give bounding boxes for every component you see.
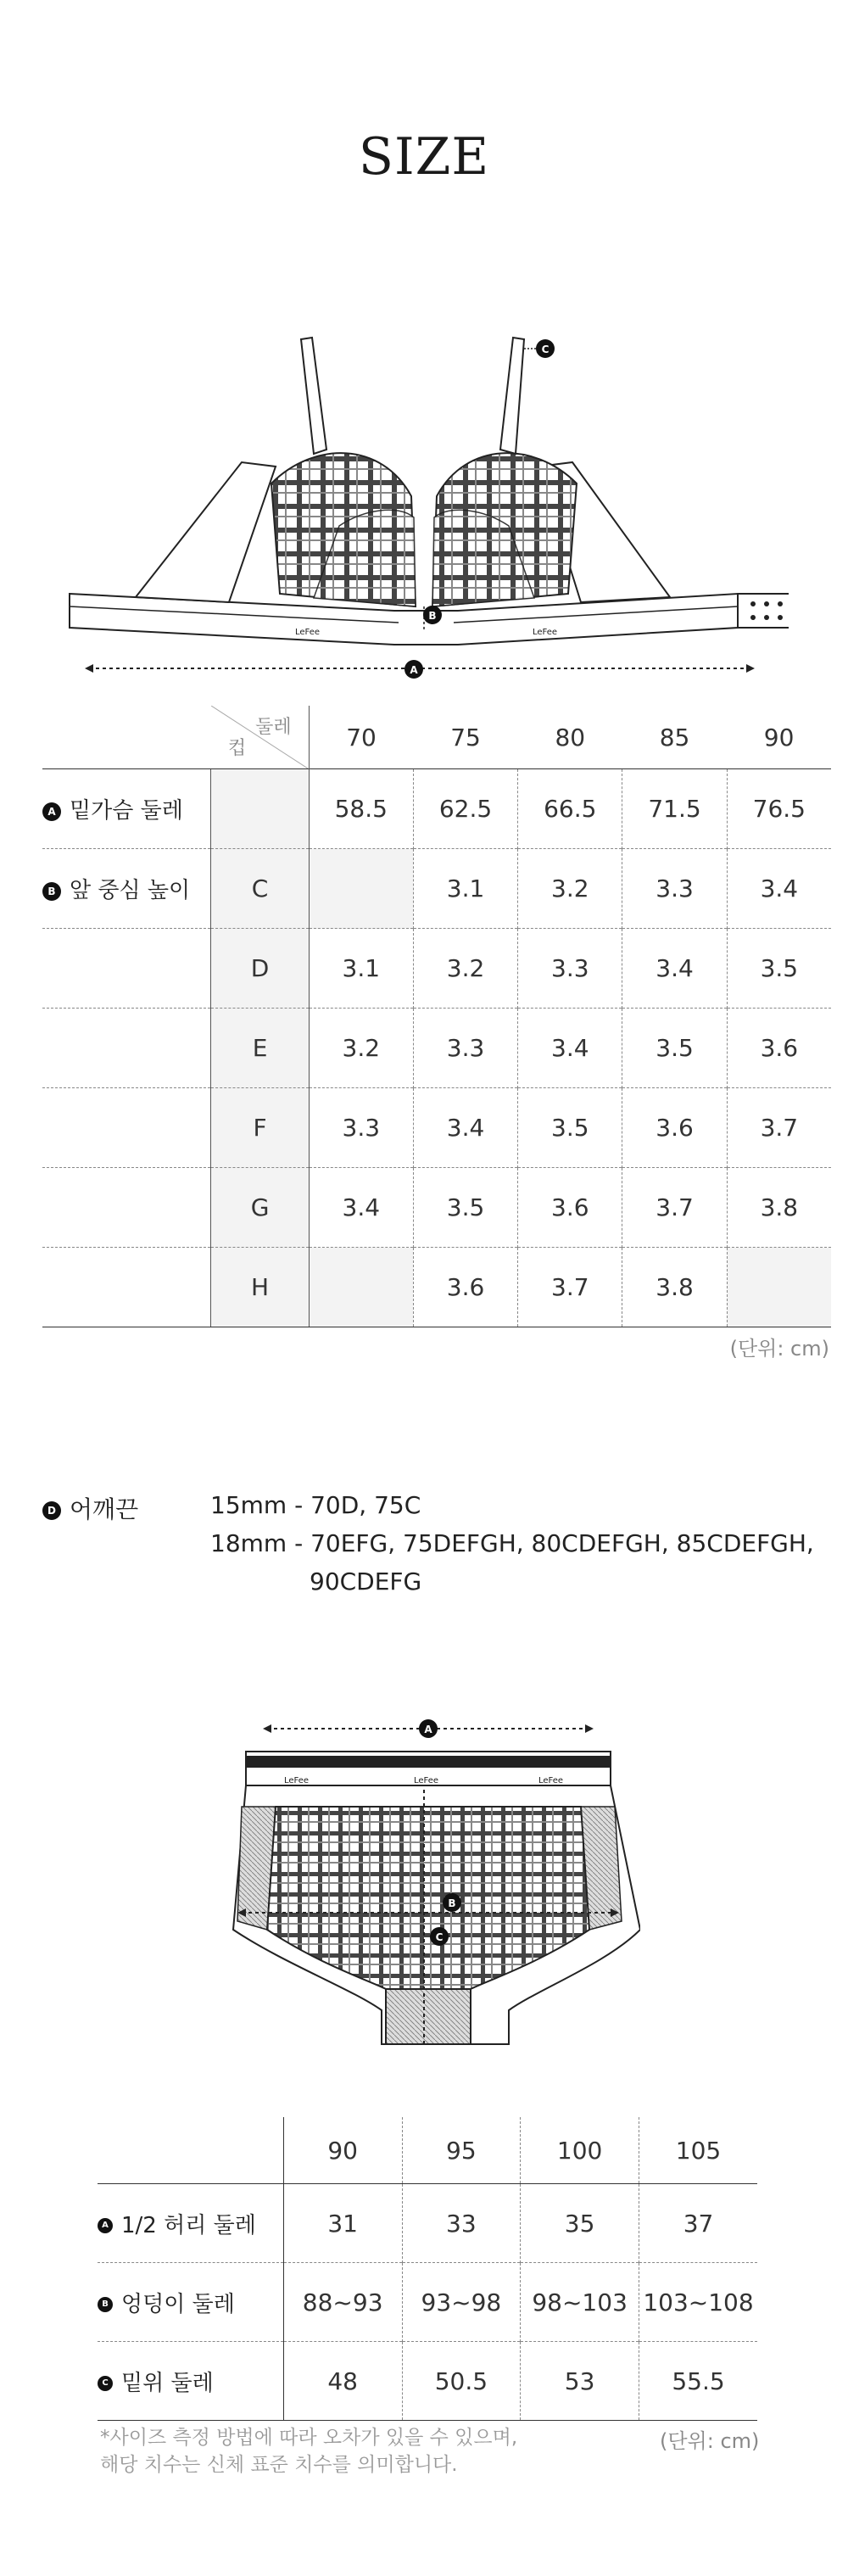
panty-mark-c: C <box>435 1931 444 1943</box>
table-cell: 3.5 <box>727 929 831 1009</box>
panty-unit-label: (단위: cm) <box>660 2429 760 2453</box>
table-cell: 3.1 <box>309 929 413 1009</box>
table-cell: 37 <box>639 2184 757 2263</box>
measurement-note <box>100 2424 517 2478</box>
table-cell: 71.5 <box>622 769 727 849</box>
table-cell: 3.7 <box>727 1088 831 1168</box>
table-cell: 3.1 <box>413 849 517 929</box>
note-line-1: *사이즈 측정 방법에 따라 오차가 있을 수 있으며, <box>100 2427 518 2449</box>
table-row <box>98 2342 757 2421</box>
badge-b: B <box>42 882 61 901</box>
table-cell: 58.5 <box>309 769 413 849</box>
panty-mark-b: B <box>448 1897 456 1909</box>
table-cell: 3.5 <box>622 1009 727 1088</box>
table-row <box>98 2184 757 2263</box>
table-row <box>42 1248 831 1327</box>
table-cell: 3.4 <box>622 929 727 1009</box>
panty-diagram <box>216 1709 640 2048</box>
table-row <box>98 2263 757 2342</box>
cup-label: H <box>211 1248 309 1327</box>
waist-label: 1/2 허리 둘레 <box>121 2212 256 2238</box>
band-size: 75 <box>450 723 481 752</box>
table-cell: 53 <box>521 2342 639 2421</box>
strap-label: 어깨끈 <box>70 1495 139 1523</box>
strap-line-3: 90CDEFG <box>310 1567 422 1595</box>
note-line-2: 해당 치수는 신체 표준 치수를 의미합니다. <box>100 2454 458 2476</box>
panty-header-row <box>98 2117 757 2184</box>
band-cup-header <box>211 706 309 769</box>
cup-label: D <box>211 929 309 1009</box>
bra-mark-c: C <box>541 344 550 355</box>
table-row <box>42 929 831 1009</box>
table-cell: 3.3 <box>518 929 622 1009</box>
bra-diagram <box>59 314 789 687</box>
table-cell: 3.5 <box>413 1168 517 1248</box>
table-row <box>42 1168 831 1248</box>
bra-size-table <box>42 706 831 1327</box>
panty-mark-a: A <box>424 1724 432 1735</box>
table-cell: 62.5 <box>413 769 517 849</box>
rise-label: 밑위 둘레 <box>121 2370 214 2396</box>
table-cell: 3.7 <box>622 1168 727 1248</box>
cup-label: F <box>211 1088 309 1168</box>
table-cell: 3.3 <box>309 1088 413 1168</box>
table-row <box>42 1088 831 1168</box>
table-row <box>42 849 831 929</box>
page-title: SIZE <box>358 127 490 187</box>
table-cell: 3.8 <box>622 1248 727 1327</box>
table-cell: 31 <box>283 2184 402 2263</box>
underbust-label: 밑가슴 둘레 <box>70 798 183 824</box>
table-cell: 33 <box>402 2184 521 2263</box>
panty-size: 90 <box>283 2117 402 2184</box>
center-height-label: 앞 중심 높이 <box>70 878 191 903</box>
bra-brand-right: LeFee <box>533 628 558 637</box>
table-cell <box>309 1248 413 1327</box>
table-cell: 3.6 <box>413 1248 517 1327</box>
table-cell: 3.6 <box>727 1009 831 1088</box>
badge-d: D <box>42 1501 61 1520</box>
band-size: 85 <box>659 723 690 752</box>
panty-size-table <box>98 2117 757 2421</box>
cup-label: G <box>211 1168 309 1248</box>
table-cell: 55.5 <box>639 2342 757 2421</box>
strap-line-1: 15mm - 70D, 75C <box>210 1491 421 1519</box>
bra-brand-left: LeFee <box>295 628 321 637</box>
table-cell: 3.6 <box>622 1088 727 1168</box>
table-row <box>42 1009 831 1088</box>
band-size: 90 <box>763 723 795 752</box>
badge-b: B <box>98 2297 113 2312</box>
table-cell: 3.2 <box>518 849 622 929</box>
panty-brand-center: LeFee <box>414 1776 439 1785</box>
panty-brand-right: LeFee <box>538 1776 564 1785</box>
band-header-label: 둘레 <box>255 717 292 738</box>
table-cell: 3.3 <box>622 849 727 929</box>
table-cell: 3.4 <box>727 849 831 929</box>
cup-label: C <box>211 849 309 929</box>
table-cell: 48 <box>283 2342 402 2421</box>
panty-size: 105 <box>639 2117 757 2184</box>
cup-header-label: 컵 <box>227 738 247 759</box>
strap-line-2: 18mm - 70EFG, 75DEFGH, 80CDEFGH, 85CDEFGH, <box>210 1529 814 1557</box>
panty-size: 100 <box>521 2117 639 2184</box>
table-cell: 3.2 <box>309 1009 413 1088</box>
underbust-row <box>42 769 831 849</box>
table-cell: 3.3 <box>413 1009 517 1088</box>
table-cell: 3.4 <box>413 1088 517 1168</box>
bra-mark-b: B <box>428 610 437 622</box>
table-cell: 3.8 <box>727 1168 831 1248</box>
hip-label: 엉덩이 둘레 <box>121 2291 235 2317</box>
strap-section <box>42 1491 138 1525</box>
badge-a: A <box>42 802 61 821</box>
panty-brand-left: LeFee <box>284 1776 310 1785</box>
table-cell: 35 <box>521 2184 639 2263</box>
table-cell: 3.7 <box>518 1248 622 1327</box>
table-cell: 93~98 <box>402 2263 521 2342</box>
table-cell: 98~103 <box>521 2263 639 2342</box>
band-size: 80 <box>555 723 586 752</box>
badge-c: C <box>98 2376 113 2391</box>
table-cell <box>309 849 413 929</box>
table-cell: 3.5 <box>518 1088 622 1168</box>
table-cell: 3.6 <box>518 1168 622 1248</box>
table-cell: 103~108 <box>639 2263 757 2342</box>
band-size: 70 <box>346 723 377 752</box>
panty-size: 95 <box>402 2117 521 2184</box>
table-cell: 50.5 <box>402 2342 521 2421</box>
bra-mark-a: A <box>410 664 418 676</box>
table-cell: 66.5 <box>518 769 622 849</box>
bra-header-row <box>42 706 831 769</box>
table-cell: 88~93 <box>283 2263 402 2342</box>
badge-a: A <box>98 2218 113 2233</box>
table-cell: 76.5 <box>727 769 831 849</box>
table-cell: 3.4 <box>518 1009 622 1088</box>
cup-label: E <box>211 1009 309 1088</box>
bra-unit-label: (단위: cm) <box>729 1337 829 1361</box>
table-cell: 3.2 <box>413 929 517 1009</box>
table-cell: 3.4 <box>309 1168 413 1248</box>
table-cell <box>727 1248 831 1327</box>
